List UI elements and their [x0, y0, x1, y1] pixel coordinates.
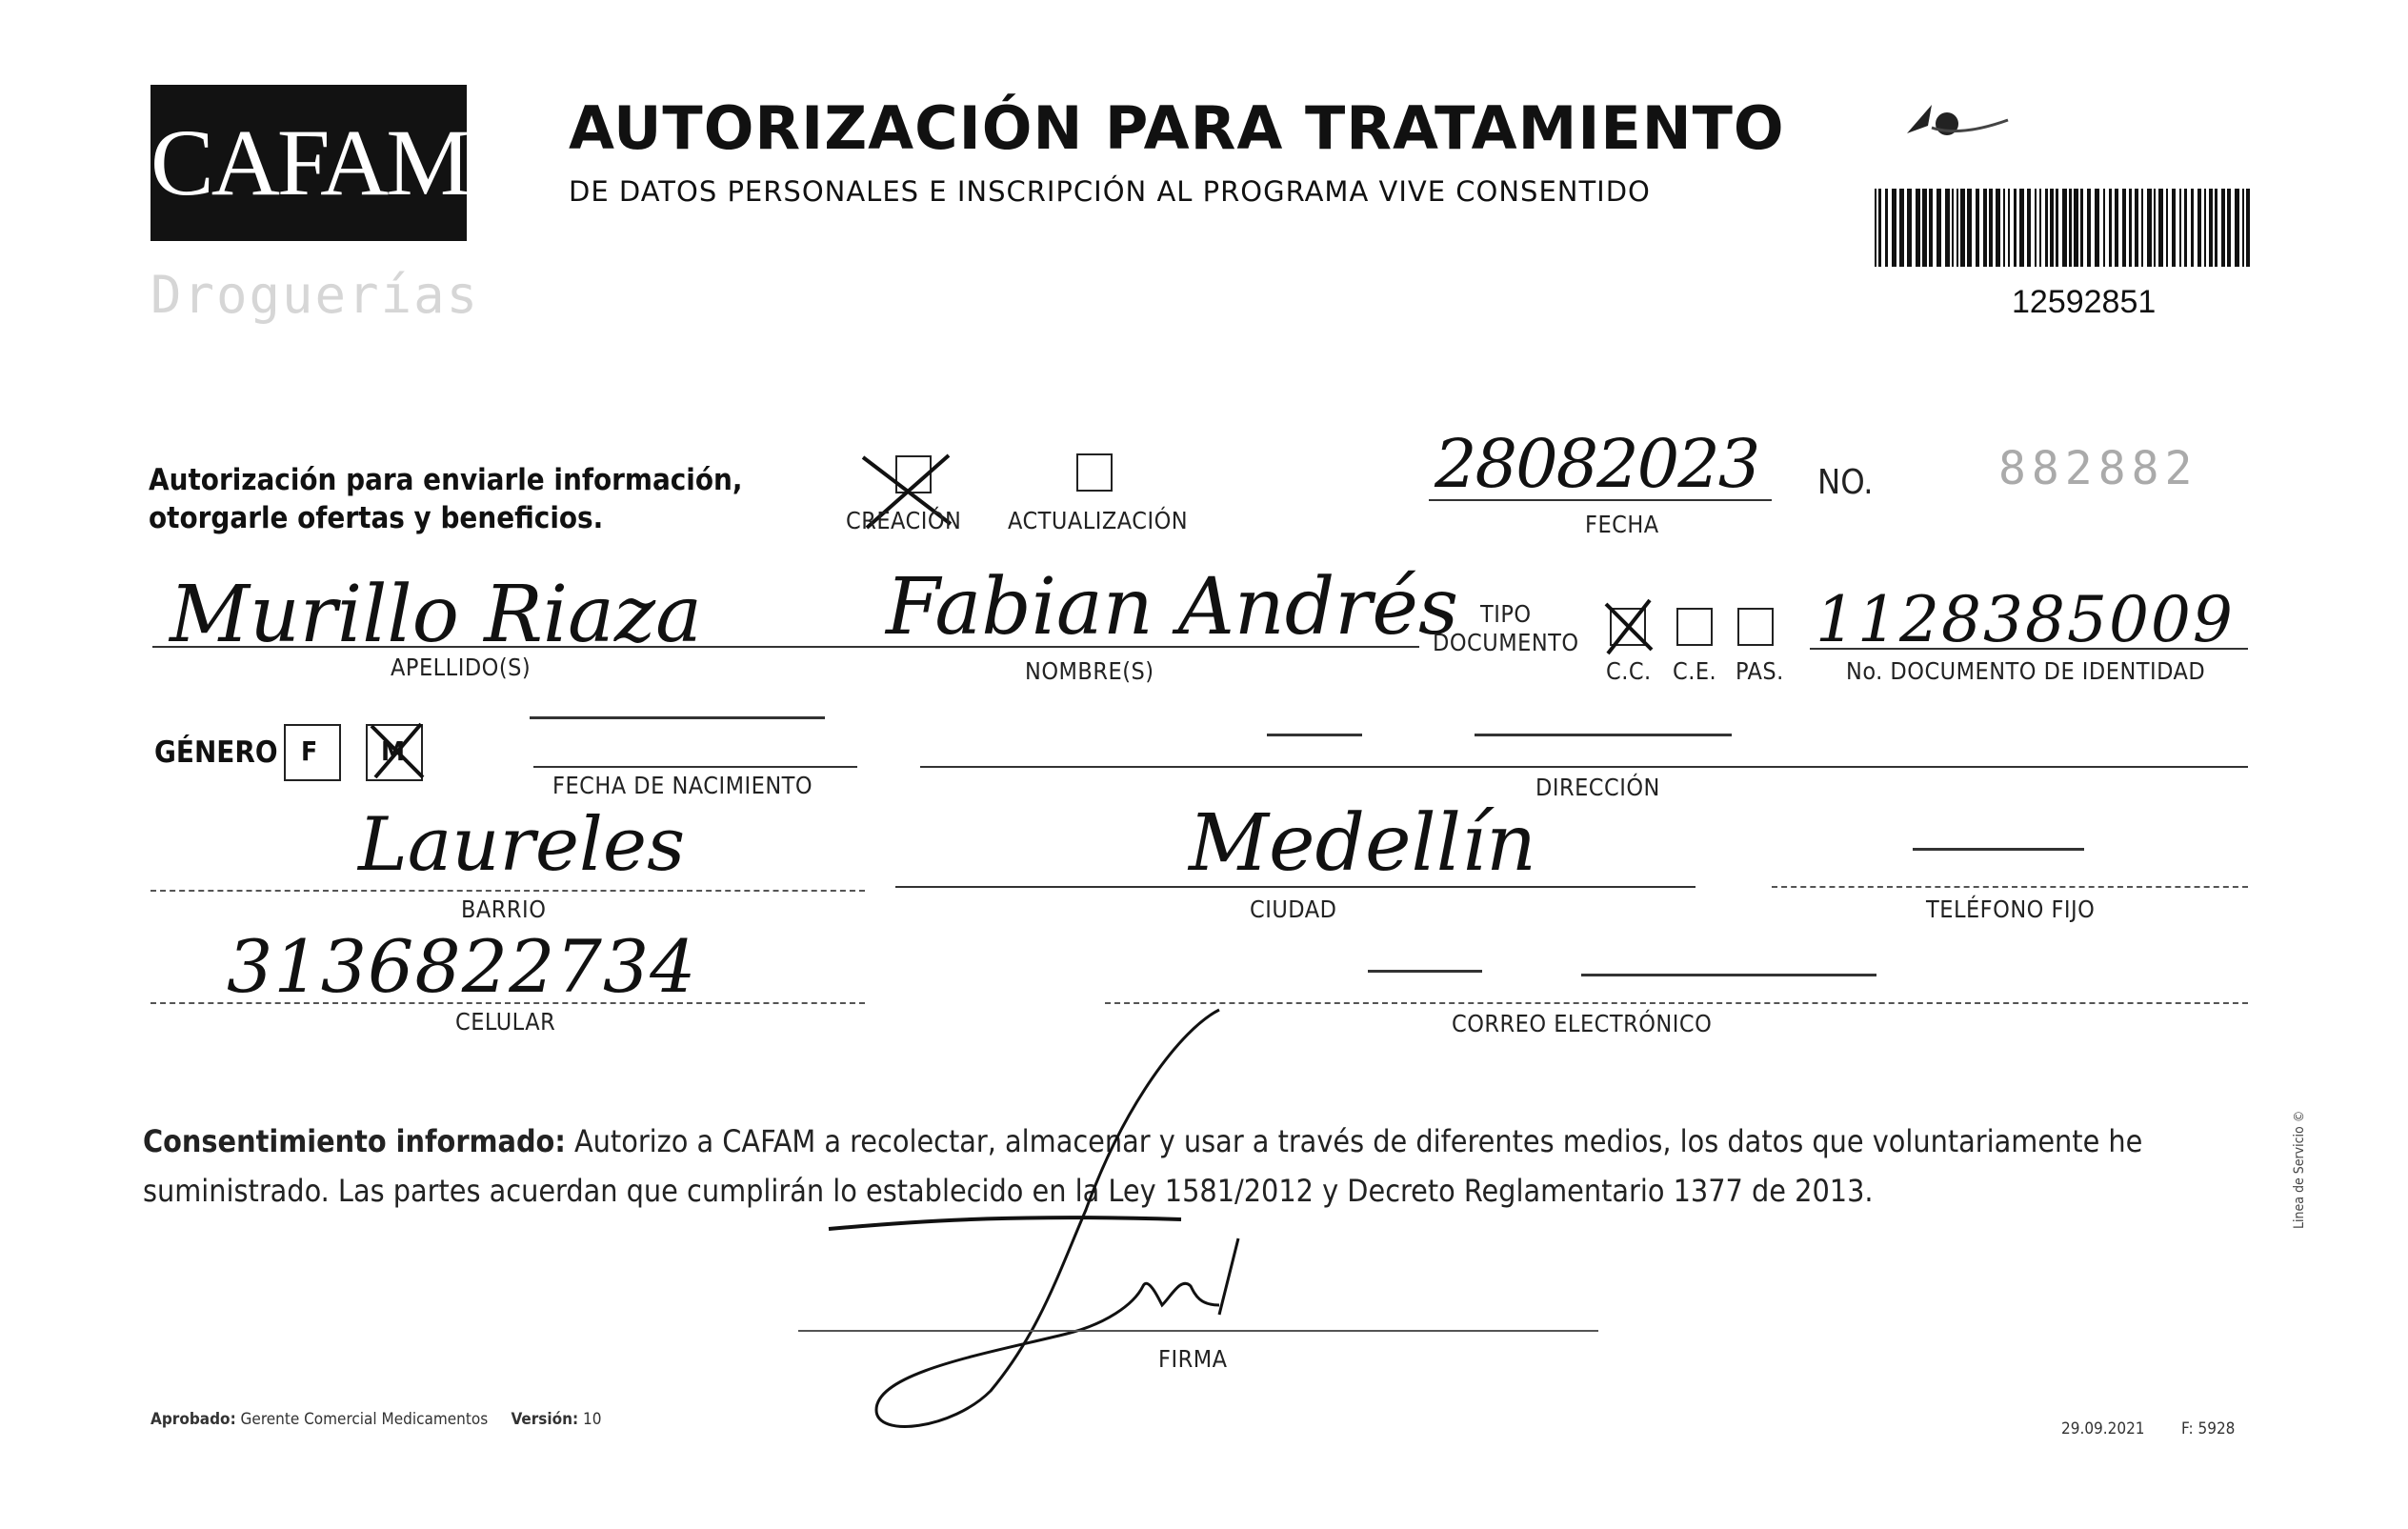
- apellidos-value: Murillo Riaza: [170, 570, 703, 660]
- barcode-bar: [2158, 189, 2163, 267]
- barcode-bar: [1996, 189, 2000, 267]
- creacion-label: CREACIÓN: [846, 507, 962, 534]
- cafam-logo: [150, 85, 467, 241]
- celular-label: CELULAR: [455, 1008, 556, 1036]
- form-number: 882882: [1998, 442, 2198, 495]
- barcode-bar: [2095, 189, 2099, 267]
- documento-number-value: 1128385009: [1816, 583, 2235, 656]
- barcode-bar: [2135, 189, 2138, 267]
- authorization-intro-line1: Autorización para enviarle información,: [149, 463, 743, 497]
- barcode-bar: [2215, 189, 2217, 267]
- barcode-bar: [1976, 189, 1979, 267]
- barcode-bar: [1875, 189, 1876, 267]
- barcode-bar: [1885, 189, 1888, 267]
- aprobado-value: Gerente Comercial Medicamentos: [240, 1410, 489, 1429]
- barcode-number: 12592851: [2012, 284, 2157, 320]
- tipo-label: TIPO: [1480, 600, 1532, 628]
- fecha-label: FECHA: [1585, 511, 1659, 538]
- barcode-bar: [1989, 189, 1993, 267]
- nombres-value: Fabian Andrés: [886, 562, 1459, 653]
- pas-checkbox[interactable]: [1737, 608, 1774, 646]
- barcode-bar: [2115, 189, 2118, 267]
- barcode-bar: [2014, 189, 2017, 267]
- barcode-bar: [2221, 189, 2225, 267]
- footer-date: 29.09.2021: [2061, 1419, 2145, 1438]
- ce-label: C.E.: [1673, 657, 1717, 685]
- barcode-bar: [2246, 189, 2250, 267]
- barcode-bar: [2209, 189, 2213, 267]
- fecha-nacimiento-label: FECHA DE NACIMIENTO: [552, 772, 813, 799]
- barcode-bar: [2122, 189, 2126, 267]
- actualizacion-checkbox[interactable]: [1076, 453, 1113, 492]
- genero-f-label: F: [301, 735, 318, 767]
- barcode-bar: [2147, 189, 2152, 267]
- barcode-bar: [1899, 189, 1904, 267]
- barcode-bar: [2003, 189, 2005, 267]
- genero-m-check-mark-icon: [366, 720, 429, 783]
- ce-checkbox[interactable]: [1676, 608, 1713, 646]
- barcode-bar: [2039, 189, 2041, 267]
- barcode-bar: [1967, 189, 1972, 267]
- cafam-logo-text: CAFAM: [150, 110, 469, 215]
- telefono-label: TELÉFONO FIJO: [1926, 895, 2096, 923]
- drogueria-faded-text: Droguerías: [150, 265, 480, 325]
- consent-text: Autorizo a CAFAM a recolectar, almacenar y usar a través de diferentes medios, los datos que voluntariamente he suministrado. Las partes acuerdan que cumplirán lo establecido en la Ley 1581/2012 y Decreto Reglamentario 1377 de 2013.: [143, 1123, 2143, 1209]
- side-vertical-text: Linea de Servicio ©: [2292, 1110, 2307, 1229]
- barcode-bar: [2056, 189, 2058, 267]
- barcode-bar: [2103, 189, 2105, 267]
- correo-label: CORREO ELECTRÓNICO: [1452, 1010, 1713, 1037]
- genero-label: GÉNERO: [154, 735, 278, 770]
- fecha-value: 28082023: [1435, 425, 1759, 503]
- cc-check-mark-icon: [1600, 596, 1657, 657]
- footer-approval: [150, 1410, 601, 1429]
- barcode-bar: [2179, 189, 2181, 267]
- barcode-bar: [2204, 189, 2206, 267]
- barcode-bar: [1960, 189, 1965, 267]
- barcode-bar: [2235, 189, 2239, 267]
- barcode-bar: [1936, 189, 1941, 267]
- barcode-bar: [2191, 189, 2194, 267]
- apellidos-label: APELLIDO(S): [391, 654, 532, 681]
- barcode-bar: [1907, 189, 1912, 267]
- barcode-bar: [2074, 189, 2078, 267]
- barcode-bar: [2019, 189, 2024, 267]
- documento-number-label: No. DOCUMENTO DE IDENTIDAD: [1846, 657, 2206, 685]
- barcode-bar: [2008, 189, 2010, 267]
- barcode-bar: [2129, 189, 2132, 267]
- barcode-bar: [2087, 189, 2091, 267]
- barcode-bar: [2166, 189, 2168, 267]
- barcode-bar: [1956, 189, 1958, 267]
- barcode-bar: [2172, 189, 2176, 267]
- barcode-bar: [2062, 189, 2067, 267]
- page-title: AUTORIZACIÓN PARA TRATAMIENTO: [569, 93, 1785, 163]
- barcode-bar: [2141, 189, 2143, 267]
- barcode-bar: [2227, 189, 2231, 267]
- barcode-bar: [1983, 189, 1987, 267]
- ciudad-value: Medellín: [1189, 798, 1536, 889]
- direccion-label: DIRECCIÓN: [1535, 774, 1660, 801]
- cc-label: C.C.: [1606, 657, 1652, 685]
- celular-value: 3136822734: [227, 924, 697, 1009]
- barcode-bar: [2027, 189, 2031, 267]
- barcode-bar: [2197, 189, 2201, 267]
- barcode-bar: [2154, 189, 2156, 267]
- barcode-bar: [2069, 189, 2072, 267]
- barcode-bar: [2035, 189, 2037, 267]
- barcode-bar: [1892, 189, 1896, 267]
- barrio-label: BARRIO: [461, 895, 547, 923]
- genero-m-label: M: [381, 735, 406, 767]
- documento-label: DOCUMENTO: [1433, 629, 1579, 656]
- barcode-bar: [1929, 189, 1933, 267]
- aprobado-label: Aprobado:: [150, 1410, 236, 1429]
- no-label: NO.: [1817, 463, 1874, 502]
- nombres-label: NOMBRE(S): [1025, 657, 1154, 685]
- actualizacion-label: ACTUALIZACIÓN: [1008, 507, 1189, 534]
- barcode-bar: [1945, 189, 1950, 267]
- barcode-bar: [2080, 189, 2083, 267]
- signature-drawing: [819, 991, 1295, 1448]
- barrio-value: Laureles: [358, 802, 686, 888]
- barcode-bar: [2050, 189, 2054, 267]
- firma-label: FIRMA: [1158, 1345, 1228, 1373]
- page-subtitle: DE DATOS PERSONALES E INSCRIPCIÓN AL PROGRAMA VIVE CONSENTIDO: [569, 175, 1651, 208]
- consent-heading: Consentimiento informado:: [143, 1123, 566, 1159]
- barcode-bar: [1916, 189, 1920, 267]
- pas-label: PAS.: [1736, 657, 1784, 685]
- barcode-bar: [2184, 189, 2187, 267]
- authorization-intro-line2: otorgarle ofertas y beneficios.: [149, 501, 604, 535]
- version-value: 10: [583, 1410, 602, 1429]
- footer-code: F: 5928: [2181, 1419, 2236, 1438]
- barcode-bar: [2242, 189, 2244, 267]
- ciudad-label: CIUDAD: [1250, 895, 1337, 923]
- barcode-bar: [1922, 189, 1927, 267]
- version-label: Versión:: [511, 1410, 579, 1429]
- eye-icon: [1903, 95, 2017, 152]
- barcode-bar: [2109, 189, 2112, 267]
- barcode-bar: [1952, 189, 1954, 267]
- barcode: [1875, 189, 2250, 267]
- barcode-bar: [2045, 189, 2048, 267]
- barcode-bar: [1878, 189, 1881, 267]
